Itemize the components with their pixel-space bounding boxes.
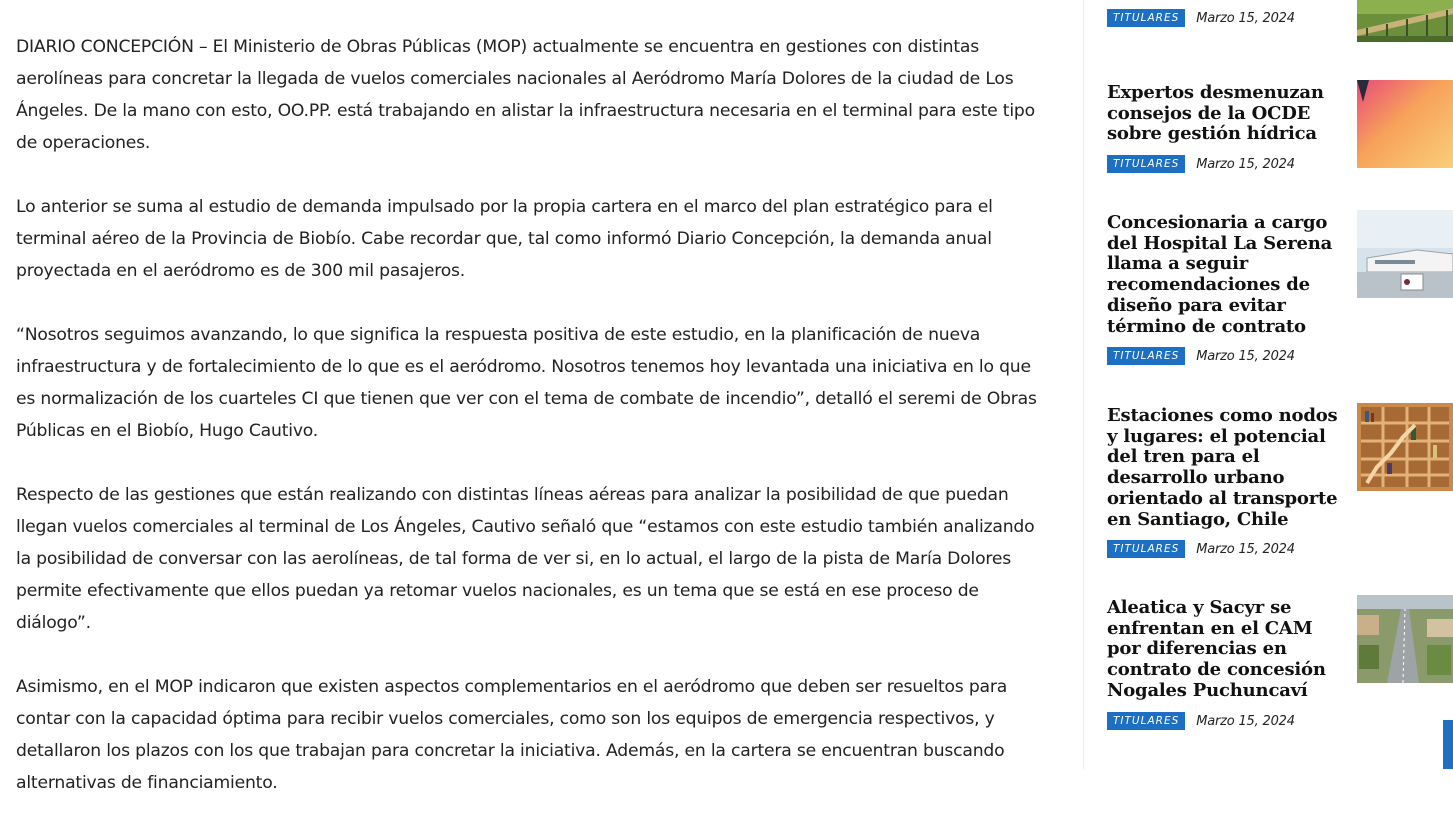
article-paragraph: “Nosotros seguimos avanzando, lo que significa la respuesta positiva de este estudio, en la planificación de nueva infraestructura y de fortalecimiento de lo que es el aeródromo. Nosotros tenemos hoy levantada una iniciativa en lo que es normalización de los cuarteles CI que tienen que ver con el tema de combate de incendio”, detalló el seremi de Obras Públicas en el Biobío, Hugo Cautivo. <box>16 325 1037 441</box>
sunset-photo-icon[interactable] <box>1357 80 1453 168</box>
item-date: Marzo 15, 2024 <box>1196 10 1295 26</box>
article-paragraph: Asimismo, en el MOP indicaron que existen aspectos complementarios en el aeródromo que deben ser resueltos para contar con la capacidad óptima para recibir vuelos comerciales, como son los equipos de emergencia respectivos, y detallaron los plazos con los que trabajan para concretar la iniciativa. Además, en la cartera se encuentran buscando alternativas de financiamiento. <box>16 677 1008 793</box>
item-date: Marzo 15, 2024 <box>1196 156 1295 172</box>
article-link[interactable]: Aleatica y Sacyr se enfrentan en el CAM por diferencias en contrato de concesión Nogales Puchuncaví <box>1107 597 1326 701</box>
article-paragraph: Lo anterior se suma al estudio de demanda impulsado por la propia cartera en el marco del plan estratégico para el terminal aéreo de la Provincia de Biobío. Cabe recordar que, tal como informó Diario Concepción, la demanda anual proyectada en el aeródromo es de 300 mil pasajeros. <box>16 197 993 281</box>
article-link[interactable]: Estaciones como nodos y lugares: el potencial del tren para el desarrollo urbano orientado al transporte en Santiago, Chile <box>1107 405 1338 530</box>
item-meta <box>1107 712 1295 730</box>
category-badge[interactable]: TITULARES <box>1107 155 1185 173</box>
item-date: Marzo 15, 2024 <box>1196 348 1295 364</box>
category-badge[interactable]: TITULARES <box>1107 540 1185 558</box>
article-body <box>16 31 1041 831</box>
category-badge[interactable]: TITULARES <box>1107 9 1185 27</box>
back-to-top-button[interactable] <box>1443 720 1453 769</box>
item-meta <box>1107 155 1295 173</box>
item-meta <box>1107 540 1295 558</box>
article-paragraph: Respecto de las gestiones que están realizando con distintas líneas aéreas para analizar la posibilidad de que puedan llegan vuelos comerciales al terminal de Los Ángeles, Cautivo señaló que “estamos con este estudio también analizando la posibilidad de conversar con las aerolíneas, de tal forma de ver si, en lo actual, el largo de la pista de María Dolores permite efectivamente que ellos puedan ya retomar vuelos nacionales, es un tema que se está en ese proceso de diálogo”. <box>16 485 1035 633</box>
bookshelf-photo-icon[interactable] <box>1357 403 1453 491</box>
item-meta <box>1107 9 1295 27</box>
category-badge[interactable]: TITULARES <box>1107 347 1185 365</box>
item-meta <box>1107 347 1295 365</box>
column-divider <box>1083 0 1084 769</box>
article-link[interactable]: Expertos desmenuzan consejos de la OCDE sobre gestión hídrica <box>1107 82 1324 145</box>
article-paragraph: DIARIO CONCEPCIÓN – El Ministerio de Obras Públicas (MOP) actualmente se encuentra en gestiones con distintas aerolíneas para concretar la llegada de vuelos comerciales nacionales al Aeródromo María Dolores de la ciudad de Los Ángeles. De la mano con esto, OO.PP. está trabajando en alistar la infraestructura necesaria en el terminal para este tipo de operaciones. <box>16 37 1035 153</box>
related-news-sidebar <box>1107 0 1453 769</box>
item-date: Marzo 15, 2024 <box>1196 541 1295 557</box>
highway-photo-icon[interactable] <box>1357 595 1453 683</box>
hospital-photo-icon[interactable] <box>1357 210 1453 298</box>
item-date: Marzo 15, 2024 <box>1196 713 1295 729</box>
article-link[interactable]: Concesionaria a cargo del Hospital La Serena llama a seguir recomendaciones de diseño para evitar término de contrato <box>1107 212 1333 337</box>
bridge-photo-icon[interactable] <box>1357 0 1453 42</box>
category-badge[interactable]: TITULARES <box>1107 712 1185 730</box>
